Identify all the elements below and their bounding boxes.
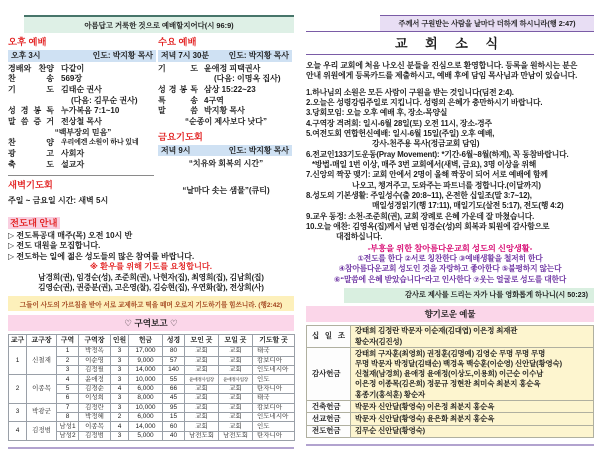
church-news-title: 교 회 소 식 bbox=[306, 31, 594, 55]
wednesday-time: 저녁 7시 30분 bbox=[161, 51, 210, 61]
report-cell: 인도네시아 bbox=[253, 412, 295, 421]
report-column-header: 모인 곳 bbox=[185, 335, 219, 347]
service-item-label: 기 도 bbox=[158, 63, 198, 73]
service-item-label: 찬 양 bbox=[8, 138, 54, 148]
report-cell: 교회 bbox=[219, 347, 253, 356]
announcement-list bbox=[306, 88, 594, 243]
announcement-item bbox=[306, 181, 594, 191]
service-row bbox=[8, 128, 158, 139]
service-row bbox=[158, 106, 294, 117]
report-cell: 3 bbox=[111, 394, 129, 403]
report-cell: 교회 bbox=[185, 366, 219, 375]
report-cell: 이성희 bbox=[79, 394, 111, 403]
announcement-item-keyword: 5.여전도회 연합헌신예배: bbox=[306, 128, 391, 138]
service-row bbox=[8, 149, 158, 160]
service-item-value: 김태순 권사 bbox=[61, 84, 102, 94]
offering-type-label: 십 일 조 bbox=[307, 325, 351, 347]
announcement-item-keyword: 1.하나님의 bbox=[306, 87, 342, 97]
service-item-value: “순종이 제사보다 낫다” bbox=[185, 117, 267, 127]
report-cell: 4 bbox=[57, 375, 79, 384]
report-cell: 김정필 bbox=[79, 366, 111, 375]
report-cell: 김정란 bbox=[79, 403, 111, 412]
report-cell: 5 bbox=[57, 384, 79, 393]
announcement-item-text: 지킵니다. 성령의 은혜가 충만하시기 바랍니다. bbox=[388, 97, 543, 107]
right-top-verse: 주께서 구원받는 사람을 날마다 더하게 하시니라(행 2:47) bbox=[380, 15, 594, 31]
report-cell: 김정범 bbox=[79, 431, 111, 440]
offering-names-line: 무명 박문자 박정달(김태순) 백경옥 백승훈(이순영) 신안달(황영숙) bbox=[355, 358, 562, 368]
left-top-verse: 아름답고 거룩한 것으로 예배할지어다(시 96:9) bbox=[24, 15, 294, 33]
bulletin-page-right bbox=[306, 15, 594, 446]
report-cell: 45 bbox=[163, 394, 185, 403]
announcement-item-text: 일시-6월 15일(주일) 오후 예배, bbox=[390, 128, 495, 138]
offering-names-line: 김무순 신안달(황영숙) bbox=[355, 426, 426, 436]
announcement-item bbox=[306, 108, 594, 118]
announcement-item bbox=[306, 119, 594, 129]
service-item-label: 특 송 bbox=[158, 95, 198, 105]
report-cell: 교회 bbox=[185, 356, 219, 365]
service-row bbox=[8, 85, 158, 96]
acts-verse-bar: 그들이 사도의 가르침을 받아 서로 교제하고 떡을 떼며 오로지 기도하기를 힘쓰니라. (행2:42) bbox=[8, 296, 294, 311]
report-cell: 탄자니아 bbox=[253, 384, 295, 393]
afternoon-service-title: 오후 예배 bbox=[8, 37, 47, 47]
report-cell: 이종목 bbox=[79, 422, 111, 431]
report-cell: 교회 bbox=[219, 403, 253, 412]
service-item-label: 말 씀 증 거 bbox=[8, 117, 54, 127]
announcement-item-text: 대접하십니다. bbox=[336, 232, 383, 242]
welcome-intro bbox=[306, 61, 594, 82]
district-number: 2 bbox=[9, 375, 27, 403]
service-item-value: 우리에겐 소원이 하나 있네 bbox=[61, 139, 139, 147]
report-cell: 김경순 bbox=[79, 384, 111, 393]
service-item-value: 다같이 bbox=[61, 63, 85, 73]
announcement-item-keyword: 9.교우 동정: bbox=[306, 211, 347, 221]
announcement-item bbox=[306, 191, 594, 201]
offering-names-line: 이은정 이종목(김은희) 정문규 정현찬 최미숙 최분지 홍순옥 bbox=[355, 379, 541, 389]
report-cell: 8 bbox=[57, 412, 79, 421]
district-leader: 이종목 bbox=[27, 375, 57, 403]
report-cell: 140 bbox=[163, 366, 185, 375]
announcement-item-text: *기간-6월~8월(하계), 꼭 동참바랍니다. bbox=[439, 149, 569, 159]
report-cell: 2 bbox=[111, 412, 129, 421]
report-cell: 교회 bbox=[185, 384, 219, 393]
district-leader: 박광군 bbox=[27, 403, 57, 422]
wednesday-leader: 인도: 박지황 목사 bbox=[228, 51, 289, 61]
announcement-item bbox=[306, 88, 594, 98]
wednesday-service-section bbox=[158, 36, 294, 206]
service-row bbox=[8, 96, 158, 107]
offering-table bbox=[306, 325, 594, 438]
service-item-label: 찬 송 bbox=[8, 74, 54, 84]
offering-row bbox=[307, 401, 594, 413]
report-cell: 66 bbox=[163, 384, 185, 393]
offering-names-line: 신철재(남경희) 윤애정 윤애정(이상도,이용희) 이근순 이수남 bbox=[355, 369, 544, 379]
report-cell: 교회 bbox=[219, 412, 253, 421]
welcome-intro-line: 안내 위원에게 등록카드를 제출하시고, 예배 후에 담임 목사님과 만남이 있습니다. bbox=[306, 71, 578, 81]
district-report-title: ♡ 구역보고 ♡ bbox=[8, 315, 294, 331]
offering-title: 향기로운 예물 bbox=[306, 306, 594, 322]
afternoon-time-row bbox=[8, 50, 156, 62]
report-cell: 3 bbox=[111, 366, 129, 375]
revival-slogan-title: -부흥을 위한 참아름다운교회 성도의 신앙생활- bbox=[367, 243, 533, 253]
service-row bbox=[8, 64, 158, 75]
welcome-intro-line: 오늘 우리 교회에 처음 나오신 분들을 진심으로 환영합니다. 등록을 원하시는 분은 bbox=[306, 61, 578, 70]
service-item-value: 전상철 목사 bbox=[61, 117, 102, 127]
report-cell: 박정혜 bbox=[79, 412, 111, 421]
report-cell: 14,000 bbox=[129, 366, 163, 375]
report-cell: 박정옥 bbox=[79, 347, 111, 356]
district-report-table bbox=[8, 334, 295, 441]
evangelism-bullet: ▷ 전도 대원을 모집합니다. bbox=[8, 241, 101, 251]
report-cell: 남성1 bbox=[57, 422, 79, 431]
friday-time-row bbox=[158, 145, 292, 157]
service-row bbox=[8, 138, 158, 149]
district-leader: 신철재 bbox=[27, 347, 57, 375]
announcement-item bbox=[306, 150, 594, 160]
revival-slogan-section bbox=[306, 244, 594, 285]
service-item-value: 박지황 목사 bbox=[204, 106, 245, 116]
friday-theme: “치유와 회복의 시간” bbox=[188, 159, 264, 169]
announcement-item-text: 교회 안에서 2명이 올해 짝꿍이 되어 서로 예배에 함께 bbox=[370, 170, 548, 180]
report-cell: 교회 bbox=[219, 384, 253, 393]
report-row bbox=[9, 347, 295, 356]
service-item-label: 경배와 찬양 bbox=[8, 63, 54, 73]
report-cell: 태국 bbox=[253, 347, 295, 356]
report-cell: 2 bbox=[57, 356, 79, 365]
report-cell: 캄보디아 bbox=[253, 356, 295, 365]
service-row bbox=[158, 96, 294, 107]
offering-type-label: 선교헌금 bbox=[307, 413, 351, 425]
service-item-value: “백부장의 믿음” bbox=[54, 127, 112, 137]
report-row bbox=[9, 422, 295, 431]
report-cell: 교회 bbox=[219, 366, 253, 375]
report-cell: 탄자니아 bbox=[253, 431, 295, 440]
announcement-item-text: *방법-매일 1번 이상, 매주 3번 교회에서(새벽, 금요), 3명 이상을 위해 bbox=[312, 160, 537, 169]
service-item-label: 성 경 봉 독 bbox=[8, 106, 54, 116]
district-number: 4 bbox=[9, 422, 27, 441]
report-cell: 1 bbox=[57, 347, 79, 356]
offering-names bbox=[351, 348, 594, 401]
report-cell: 80 bbox=[163, 347, 185, 356]
section-divider bbox=[8, 175, 154, 176]
report-cell: 인도네시아 bbox=[253, 366, 295, 375]
offering-names bbox=[351, 325, 594, 347]
offering-type-label: 전도헌금 bbox=[307, 425, 351, 437]
report-cell: 3 bbox=[111, 431, 129, 440]
offering-names-line: 박문자 신안달(황영숙) 이은정 최분지 홍순옥 bbox=[355, 401, 495, 411]
announcement-item-text: 매일성경읽기(행 17:11), 매일기도(살전 5:17), 전도(행 4:2) bbox=[372, 201, 564, 211]
report-cell: 인도 bbox=[253, 422, 295, 431]
offering-names-line: 홍종기(홍석훈) 황순자 bbox=[355, 389, 426, 399]
report-cell: 교회 bbox=[185, 412, 219, 421]
report-column-header: 교구장 bbox=[27, 335, 57, 347]
service-columns bbox=[8, 36, 294, 206]
announcement-item-text: 소원은 모든 사람이 구원을 받는 것입니다(딤전 2:4). bbox=[341, 87, 514, 97]
announcement-item bbox=[306, 222, 594, 232]
friday-time: 저녁 9시 bbox=[161, 145, 191, 155]
announcement-item-keyword: 3.당회모임: bbox=[306, 108, 345, 118]
service-row bbox=[8, 160, 158, 171]
report-column-header: 인원 bbox=[111, 335, 129, 347]
patient-names: 남경희(권), 임경순(성), 조준희(권), 나현자(집), 최영희(집), 김남희(집) bbox=[38, 272, 264, 282]
revival-slogan-line: ⑥“말씀에 은혜 받았습니다”라고 인사한다 ⑦웃는 얼굴로 성도를 대한다 bbox=[333, 274, 567, 284]
report-cell: 교회 bbox=[185, 394, 219, 403]
report-row bbox=[9, 403, 295, 412]
offering-names-line: 박문자 신안달(황영숙) 윤은화 최분지 홍순옥 bbox=[355, 413, 495, 423]
announcement-item bbox=[306, 170, 594, 180]
district-number: 3 bbox=[9, 403, 27, 422]
district-number: 1 bbox=[9, 347, 27, 375]
offering-names bbox=[351, 425, 594, 437]
announcement-item-text: 일시-6월 28일(토) 오전 11시, 장소-경주 bbox=[360, 118, 492, 128]
report-cell: 10,000 bbox=[129, 375, 163, 384]
report-cell: 이순영 bbox=[79, 356, 111, 365]
report-cell: 7 bbox=[57, 403, 79, 412]
service-item-label: 기 도 bbox=[8, 84, 54, 94]
report-row bbox=[9, 375, 295, 384]
dawn-prayer-title: 새벽기도회 bbox=[8, 179, 53, 190]
announcement-item bbox=[306, 201, 594, 211]
report-cell: 태국 bbox=[253, 394, 295, 403]
report-cell: 55 bbox=[163, 375, 185, 384]
announcement-item-keyword: 8.성도의 기본생활: bbox=[306, 191, 369, 201]
right-bottom-rule bbox=[306, 444, 594, 446]
afternoon-service-order bbox=[8, 64, 158, 171]
service-row bbox=[158, 85, 294, 96]
report-cell: 3 bbox=[111, 356, 129, 365]
announcement-item bbox=[306, 129, 594, 139]
service-item-label: 말 씀 bbox=[158, 106, 198, 116]
evangelism-section bbox=[8, 213, 294, 294]
report-cell: 4 bbox=[111, 384, 129, 393]
evangelism-title: 전도대 안내 bbox=[10, 217, 58, 228]
service-item-label: 광 고 bbox=[8, 149, 54, 159]
announcement-item bbox=[306, 212, 594, 222]
service-item-value: (다음: 이명옥 집사) bbox=[214, 74, 281, 84]
wednesday-service-title: 수요 예배 bbox=[158, 37, 197, 47]
report-column-header: 모일 곳 bbox=[219, 335, 253, 347]
report-cell: 15 bbox=[163, 412, 185, 421]
patient-name-list bbox=[8, 273, 294, 293]
report-cell: 윤애정사업장 bbox=[185, 375, 219, 384]
service-item-label bbox=[158, 74, 198, 85]
patient-prayer-request: ※ 환우를 위해 기도를 요청합니다. bbox=[89, 262, 213, 272]
service-item-value: 4구역 bbox=[204, 95, 224, 105]
report-cell: 6 bbox=[57, 394, 79, 403]
announcement-item-keyword: 6.전교인133기도운동(Pray Movement): bbox=[306, 149, 440, 159]
wednesday-service-order bbox=[158, 64, 294, 128]
report-cell: 윤애정사업장 bbox=[219, 375, 253, 384]
revival-slogan-lines bbox=[306, 254, 594, 285]
service-row bbox=[8, 106, 158, 117]
offering-names-line: 강태희 구자훈(최영희) 권정훈(김명예) 김영순 무명 무명 무명 bbox=[355, 348, 546, 358]
evangelism-bullets bbox=[8, 231, 294, 263]
announcement-item-text: 오늘 오후 예배 후, 장소-목양실 bbox=[344, 108, 448, 118]
service-item-value: 삼상 15:22~23 bbox=[204, 84, 256, 94]
evangelism-bullet: ▷ 전도하는 일에 젊은 성도들의 많은 참여를 바랍니다. bbox=[8, 251, 195, 261]
announcement-item-text: 김영옥(집)께서 남편 임경순(성)의 회복과 퇴원에 감사함으로 bbox=[350, 222, 550, 232]
friday-prayer-title: 금요기도회 bbox=[158, 131, 203, 142]
revival-slogan-line: ①전도를 한다 ②서로 칭찬한다 ③예배생활을 철저히 한다 bbox=[357, 254, 543, 264]
announcement-item bbox=[306, 139, 594, 149]
district-leader: 김정범 bbox=[27, 422, 57, 441]
report-cell: 95 bbox=[163, 403, 185, 412]
report-cell: 60 bbox=[163, 422, 185, 431]
offering-type-label: 감사헌금 bbox=[307, 348, 351, 401]
report-cell: 캄보디아 bbox=[253, 403, 295, 412]
report-cell: 교회 bbox=[185, 422, 219, 431]
report-cell: 14,000 bbox=[129, 422, 163, 431]
announcement-item-text: 나오고, 챙겨주고, 도와주는 파트너를 정합니다.(이달까지) bbox=[352, 180, 541, 190]
service-item-value: 사회자 bbox=[61, 149, 85, 159]
psalm-verse-bar: 감사로 제사를 드리는 자가 나를 영화롭게 하나니(시 50:23) bbox=[344, 288, 594, 303]
offering-row bbox=[307, 325, 594, 347]
report-cell: 남성2 bbox=[57, 431, 79, 440]
report-cell: 3 bbox=[111, 375, 129, 384]
report-cell: 3 bbox=[111, 403, 129, 412]
report-cell: 남전도회 bbox=[185, 431, 219, 440]
report-cell: 교회 bbox=[185, 347, 219, 356]
wednesday-time-row bbox=[158, 50, 292, 62]
announcement-item-keyword: 2.오늘은 성령강림주일로 bbox=[306, 97, 389, 107]
evangelism-bullet: ▷ 전도특공대 매주(목) 오전 10시 반 bbox=[8, 230, 133, 240]
bulletin-page-left bbox=[8, 15, 294, 449]
friday-leader: 인도: 박지황 목사 bbox=[228, 145, 289, 155]
report-cell: 5,000 bbox=[129, 431, 163, 440]
announcement-item-keyword: 7.신앙의 짝꿍 맺기: bbox=[306, 170, 371, 180]
offering-row bbox=[307, 413, 594, 425]
report-column-header: 기도할 곳 bbox=[253, 335, 295, 347]
report-cell: 인도 bbox=[253, 375, 295, 384]
report-cell: 6,000 bbox=[129, 412, 163, 421]
afternoon-time: 오후 3시 bbox=[11, 51, 41, 61]
report-cell: 6,000 bbox=[129, 384, 163, 393]
report-cell: 8,000 bbox=[129, 394, 163, 403]
service-item-value: 윤애정 피택권사 bbox=[204, 63, 261, 73]
service-item-label: 축 도 bbox=[8, 159, 54, 169]
report-column-header: 구역장 bbox=[79, 335, 111, 347]
announcement-item-text: 소천-조준희(권), 교회 장례로 은혜 가운데 잘 마쳤습니다. bbox=[346, 211, 535, 221]
service-item-value: 누가복음 7:1~10 bbox=[61, 106, 120, 116]
report-column-header: 성경 bbox=[163, 335, 185, 347]
report-cell: 17,000 bbox=[129, 347, 163, 356]
report-cell: 교회 bbox=[219, 356, 253, 365]
report-cell: 남전도회 bbox=[219, 431, 253, 440]
offering-row bbox=[307, 425, 594, 437]
service-item-value: (다음: 김무순 권사) bbox=[71, 95, 138, 105]
report-cell: 10,000 bbox=[129, 403, 163, 412]
report-column-header: 교구 bbox=[9, 335, 27, 347]
report-cell: 57 bbox=[163, 356, 185, 365]
report-cell: 4 bbox=[111, 422, 129, 431]
offering-names-line: 황순자(김진성) bbox=[355, 336, 402, 346]
announcement-item-keyword: 10.오늘 애찬: bbox=[306, 222, 351, 232]
report-cell: 윤애정 bbox=[79, 375, 111, 384]
offering-names-line: 강태희 김정란 박문자 이순재(김대엽) 이은정 최재관 bbox=[355, 326, 518, 336]
offering-names bbox=[351, 401, 594, 413]
service-item-label: 성 경 봉 독 bbox=[158, 84, 198, 94]
report-cell: 교회 bbox=[185, 403, 219, 412]
announcement-item bbox=[306, 160, 594, 170]
report-cell: 교회 bbox=[219, 394, 253, 403]
service-row bbox=[158, 74, 294, 85]
announcement-item bbox=[306, 232, 594, 242]
service-item-label bbox=[8, 96, 54, 107]
service-row bbox=[158, 64, 294, 75]
patient-names: 김영순(권), 권중분(권), 고은영(찰), 김승현(집), 우연화(찰), 전상희(사) bbox=[38, 283, 264, 293]
announcement-item-text: 주일성수(출 20:8~11), 온전한 십일조(말 3:7~12), bbox=[368, 191, 532, 201]
report-cell: 3 bbox=[111, 347, 129, 356]
report-cell: 교회 bbox=[219, 422, 253, 431]
revival-slogan-line: ④참아름다운교회 성도인 것을 자랑하고 좋아한다 ⑤불평하지 않는다 bbox=[338, 264, 562, 274]
announcement-item-text: 강사-천주용 목사(정금교회 담임) bbox=[372, 139, 480, 149]
service-item-value: 569장 bbox=[61, 74, 83, 84]
afternoon-leader: 인도: 박지황 목사 bbox=[92, 51, 153, 61]
announcement-item bbox=[306, 98, 594, 108]
service-item-value: 설교자 bbox=[61, 159, 85, 169]
offering-type-label: 건축헌금 bbox=[307, 401, 351, 413]
service-row bbox=[158, 117, 294, 128]
offering-row bbox=[307, 348, 594, 401]
report-column-header: 헌금 bbox=[129, 335, 163, 347]
dawn-prayer-time: 주일 ~ 금요일 시간: 새벽 5시 bbox=[8, 195, 109, 205]
report-column-header: 구역 bbox=[57, 335, 79, 347]
report-cell: 40 bbox=[163, 431, 185, 440]
report-cell: 9,000 bbox=[129, 356, 163, 365]
afternoon-service-section bbox=[8, 36, 158, 206]
offering-names bbox=[351, 413, 594, 425]
service-row bbox=[8, 74, 158, 85]
report-cell: 3 bbox=[57, 366, 79, 375]
announcement-item-keyword: 4.구역장 격려회: bbox=[306, 118, 361, 128]
qt-devotional: “날마다 솟는 샘물”(큐티) bbox=[182, 186, 270, 196]
service-row bbox=[8, 117, 158, 128]
